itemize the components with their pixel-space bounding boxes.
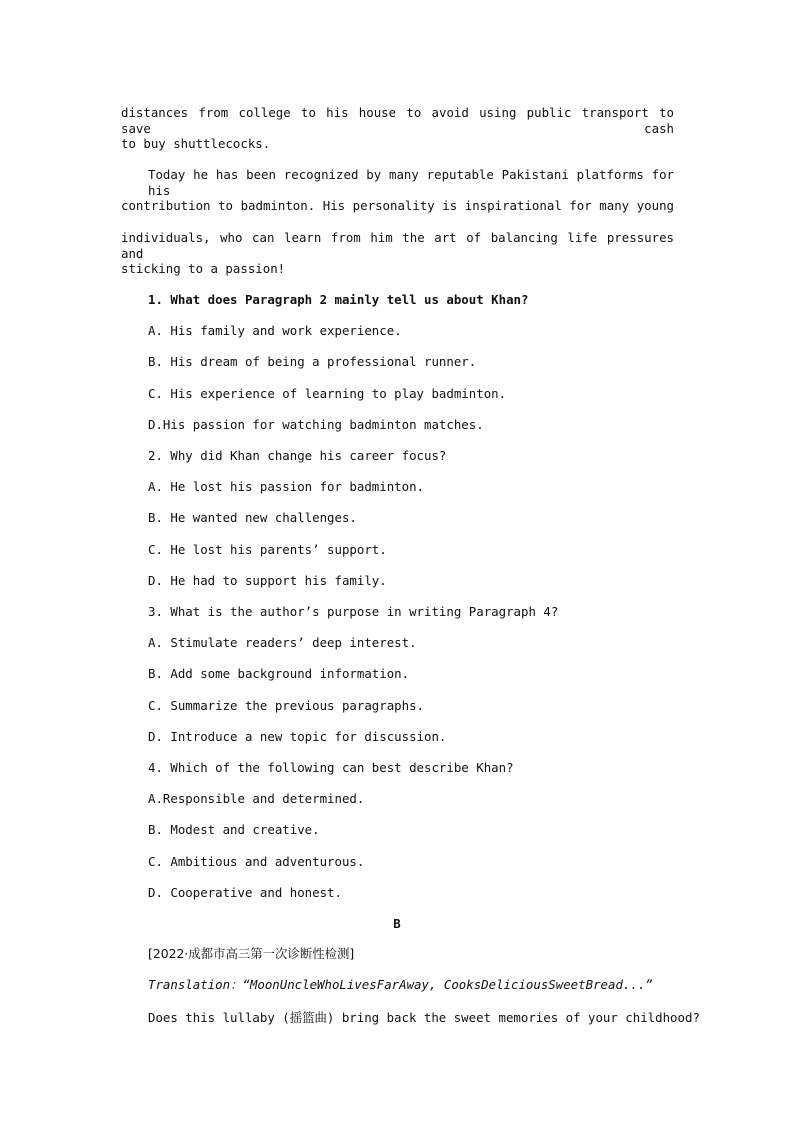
passage-line: individuals, who can learn from him the art of balancing life pressures and (121, 230, 674, 261)
question-3-option-c: C. Summarize the previous paragraphs. (148, 698, 425, 713)
question-1-option-d: D.His passion for watching badminton matches. (148, 417, 484, 432)
section-heading: B (393, 916, 401, 931)
question-2-option-a: A. He lost his passion for badminton. (148, 479, 425, 494)
passage-line: to buy shuttlecocks. (121, 136, 271, 151)
question-3-option-b: B. Add some background information. (148, 666, 410, 681)
question-1-stem: 1. What does Paragraph 2 mainly tell us about Khan? (148, 292, 529, 307)
question-1-option-b: B. His dream of being a professional runner. (148, 354, 477, 369)
passage-line: distances from college to his house to avoid using public transport to save cash (121, 105, 674, 136)
passage-line: Today he has been recognized by many reputable Pakistani platforms for his (148, 167, 674, 198)
question-4-option-c: C. Ambitious and adventurous. (148, 854, 365, 869)
question-4-option-d: D. Cooperative and honest. (148, 885, 342, 900)
question-3-option-a: A. Stimulate readers’ deep interest. (148, 635, 417, 650)
translation-text: ：“MoonUncleWhoLivesFarAway, CooksDeliciousSweetBread...” (230, 977, 653, 992)
question-2-option-d: D. He had to support his family. (148, 573, 387, 588)
translation-line (148, 977, 653, 993)
passage-line: sticking to a passion! (121, 261, 286, 276)
question-1-option-a: A. His family and work experience. (148, 323, 402, 338)
source-citation: [2022·成都市高三第一次诊断性检测] (148, 946, 355, 961)
passage-line: contribution to badminton. His personality is inspirational for many young (121, 198, 674, 213)
question-2-stem: 2. Why did Khan change his career focus? (148, 448, 447, 463)
question-3-stem: 3. What is the author’s purpose in writing Paragraph 4? (148, 604, 559, 619)
question-4-stem: 4. Which of the following can best describe Khan? (148, 760, 514, 775)
question-2-option-b: B. He wanted new challenges. (148, 510, 357, 525)
question-4-option-b: B. Modest and creative. (148, 822, 320, 837)
question-1-option-c: C. His experience of learning to play badminton. (148, 386, 507, 401)
translation-label: Translation (148, 977, 231, 992)
question-2-option-c: C. He lost his parents’ support. (148, 542, 387, 557)
section-b-body: Does this lullaby (摇篮曲) bring back the sweet memories of your childhood? (148, 1010, 700, 1025)
question-3-option-d: D. Introduce a new topic for discussion. (148, 729, 447, 744)
question-4-option-a: A.Responsible and determined. (148, 791, 365, 806)
